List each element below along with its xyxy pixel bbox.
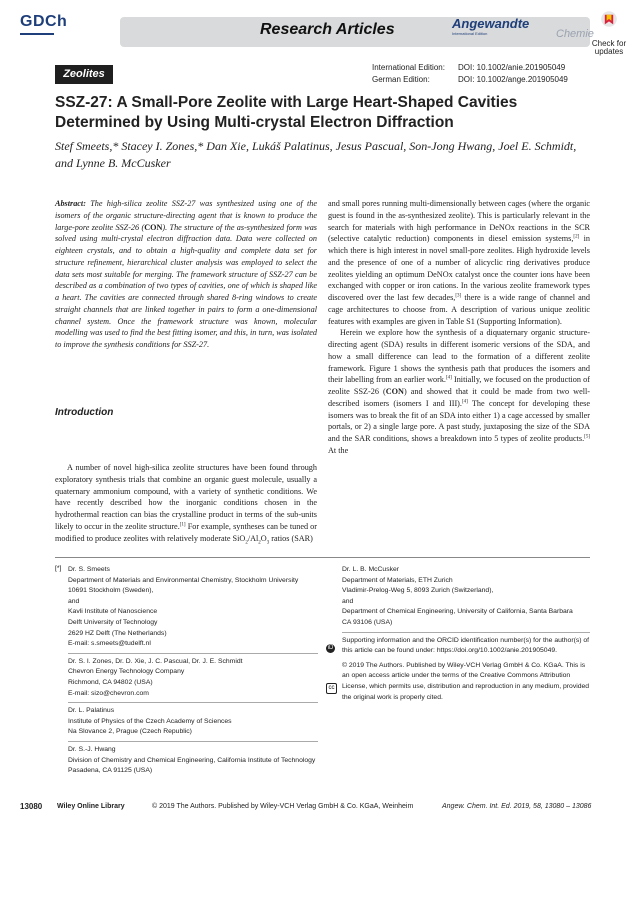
aff3-l1: Institute of Physics of the Czech Academy of Sciences [68,717,232,725]
aff5-l0: Dr. L. B. McCusker [342,566,400,573]
journal-logo-chemie: Chemie [556,28,594,40]
abstract-text-1: The high-silica zeolite SSZ-27 was synthesized using one of the isomers of the organic structure-directing agent that is known to produce the large-pore zeolite SSZ-26 ( [55,199,318,232]
intro-right-1c: there is a wide range of channel and cage architectures to choose from. A description of various unique zeolitic features with examples are given in Table S1 (Supporting Information). [328,293,590,326]
aff1-l6: 2629 HZ Delft (The Netherlands) [68,629,167,637]
journal-logo-subtitle: International Edition [452,31,488,36]
aff5-l5: CA 93106 (USA) [342,618,393,626]
aff2-email[interactable]: E-mail: sizo@chevron.com [68,689,149,697]
ref-4b[interactable]: [4] [461,399,468,405]
doi-german-label: German Edition: [372,75,430,84]
intro-right-paragraph-2 [328,327,590,456]
intro-right-1a: and small pores running multi-dimensionally between cages (where the organic guest is found in the as-synthesized zeolite). This is particularly relevant in the search for materials with high performance in DeNOx reactions in the SCR (selective catalytic reduction) components in diesel emission systems, [328,199,590,244]
intro-right-2b: Initially, we focused on the production of zeolite SSZ-26 ( [328,375,590,396]
subscript-2b: 2 [258,540,261,546]
abstract-text-2: ). The structure of the as-synthesized form was solved using multi-crystal electron diffraction data. Data were collected on eighteen crystals, and to obtain a high-quality and complete data set for structure refinement, hierarchical cluster analysis was employed to select the data sets most suitable for merging. The framework structure of SSZ-27 can be described as a combination of two types of cavities, one of which is shaped like a heart. The cavities are connected through shared 8-ring windows to create straight channels that are linked together in pairs to form a one-dimensional channel system. Once the framework structure was known, molecular modelling was used to find the best fitting isomer, and this, in turn, was isolated to improve the synthesis conditions for SSZ-27. [55,222,317,349]
publisher-logo: GDCh [20,13,68,30]
aff2-l0: Dr. S. I. Zones, Dr. D. Xie, J. C. Pascual, Dr. J. E. Schmidt [68,657,243,665]
check-for-updates-label[interactable]: Check for updates [591,39,627,56]
intro-right-paragraph-1 [328,198,590,327]
check-for-updates-icon[interactable] [592,10,626,40]
subscript-3: 3 [266,540,270,546]
intro-column-right [328,198,590,457]
aff1-l2: 10691 Stockholm (Sweden), [68,587,154,595]
intro-paragraph-left [55,462,317,544]
aff5-l2: Vladimir-Prelog-Weg 5, 8093 Zurich (Switzerland), [342,587,494,595]
aff2-l1: Chevron Energy Technology Company [68,668,185,676]
aff1-l3: and [68,597,80,605]
intro-right-con: CON [385,387,404,396]
ref-5[interactable]: [5] [584,434,590,440]
affiliations-left [68,565,318,777]
aff3-l0: Dr. L. Palatinus [68,707,115,715]
aff5-l4: Department of Chemical Engineering, University of California, Santa Barbara [342,608,573,616]
intro-left-o: O [260,533,267,543]
doi-international [372,62,568,74]
footnote-marker: [*] [55,565,62,572]
abstract [55,198,317,351]
aff5-l3: and [342,597,354,605]
doi-german [372,74,568,86]
aff4-l0: Dr. S.-J. Hwang [68,745,116,753]
doi-block [372,62,568,86]
doi-german-value[interactable]: DOI: 10.1002/ange.201905049 [458,75,568,84]
doi-intl-label: International Edition: [372,63,445,72]
footnote-separator [68,653,318,654]
aff1-l5: Delft University of Technology [68,618,158,626]
affiliation-block-3 [68,706,318,738]
abstract-label: Abstract: [55,199,86,208]
intro-right-2a: Herein we explore how the synthesis of a diquaternary organic structure-directing agent (SDA) results in different isomeric versions of the SDA, and how a small difference can lead to the formation of a different zeolite framework. Figure 1 shows the synthesis path that produces the isomers and their labelling from an earlier work. [328,328,590,385]
aff1-l4: Kavli Institute of Nanoscience [68,608,158,616]
aff1-l1: Department of Materials and Environmental Chemistry, Stockholm University [68,576,299,584]
abstract-con: CON [144,222,163,232]
aff2-l2: Richmond, CA 94802 (USA) [68,678,153,686]
ref-2[interactable]: [2] [573,234,580,240]
supporting-info-note[interactable]: Supporting information and the ORCID identification number(s) for the author(s) of this article can be found under: https://doi.org/10.1002/anie.201905049. [342,636,590,655]
intro-right-1b: in which there is high interest in novel small-pore zeolites. High hydroxide levels and the presence of one of a number of alicyclic ring derivatives produce zeolites yielding an optimum DeNOx catalyst once the counter ions have been exchanged with copper or iron cations. In the various zeolite framework types discovered over the last few decades, [328,234,590,302]
intro-left-c: ratios (SAR) [269,533,313,543]
affiliation-block-5 [342,565,590,629]
aff5-l1: Department of Materials, ETH Zurich [342,576,453,584]
aff4-l1: Division of Chemistry and Chemical Engineering, California Institute of Technology [68,756,316,764]
open-access-note: © 2019 The Authors. Published by Wiley-VCH Verlag GmbH & Co. KGaA. This is an open access article under the terms of the Creative Commons Attribution License, which permits use, distribution and reproduction in any medium, provided the original work is properly cited. [342,661,590,701]
open-access-icon: cc [326,683,337,694]
aff4-l2: Pasadena, CA 91125 (USA) [68,767,153,775]
aff1-l0: Dr. S. Smeets [68,566,110,573]
affiliation-block-2 [68,657,318,699]
section-banner-title: Research Articles [260,21,395,38]
subscript-2: 2 [245,540,248,546]
aff3-l2: Na Slovance 2, Prague (Czech Republic) [68,728,192,736]
wiley-online-library-link[interactable]: Wiley Online Library [57,803,125,810]
footnote-separator [68,702,318,703]
footer-citation: Angew. Chem. Int. Ed. 2019, 58, 13080 – 13086 [442,803,592,810]
journal-logo: Angewandte [452,16,530,31]
affiliation-block-1 [68,565,318,650]
publisher-logo-underline [20,33,54,35]
affiliation-block-4 [68,745,318,777]
author-list: Stef Smeets,* Stacey I. Zones,* Dan Xie, Lukáš Palatinus, Jesus Pascual, Son-Jong Hwang, Joel E. Schmidt, and Lynne B. McCusker [55,139,577,170]
ref-3[interactable]: [3] [455,293,462,299]
article-title: SSZ-27: A Small-Pore Zeolite with Large Heart-Shaped Cavities Determined by Using Multi-crystal Electron Diffraction [55,94,518,131]
orcid-icon[interactable]: iD [327,645,334,651]
intro-right-2d: The concept for developing these isomers was to break the fit of an SDA into either 1) a cage accessed by smaller portals, or 2) a single large pore. A past study, juxtaposing the size of the SDA and the SAR conditions, shows a breakdown into 5 types of zeolite products. [328,398,590,443]
section-label: Zeolites [55,65,113,84]
footnote-divider [55,557,590,558]
intro-right-2e: At the [328,445,349,455]
footer-copyright: © 2019 The Authors. Published by Wiley-VCH Verlag GmbH & Co. KGaA, Weinheim [152,803,414,810]
footnote-separator [342,632,590,633]
footnote-separator [68,741,318,742]
intro-left-b: For example, syntheses can be tuned or modified to produce zeolites with relatively moderate SiO [55,521,317,543]
intro-left-slash: /Al [247,533,259,543]
doi-intl-value[interactable]: DOI: 10.1002/anie.201905049 [458,63,566,72]
introduction-heading: Introduction [55,407,114,418]
ref-1[interactable]: [1] [179,522,186,528]
intro-right-2c: ) and showed that it could be made from two well-described isomers (isomers I and III). [328,387,590,408]
ref-4[interactable]: [4] [445,375,452,381]
page-number: 13080 [20,802,43,811]
intro-left-a: A number of novel high-silica zeolite structures have been found through exploratory synthesis trials that combine an organic guest molecule, usually a quaternary ammonium compound, with a variety of synthetic conditions. We have recently described how the inorganic conditions chosen in the hydrothermal reaction can bias the crystalline product in terms of the sub-units likely to occur in the zeolite structure. [55,463,317,531]
aff1-email[interactable]: E-mail: s.smeets@tudelft.nl [68,640,151,648]
affiliations-right [342,565,590,703]
